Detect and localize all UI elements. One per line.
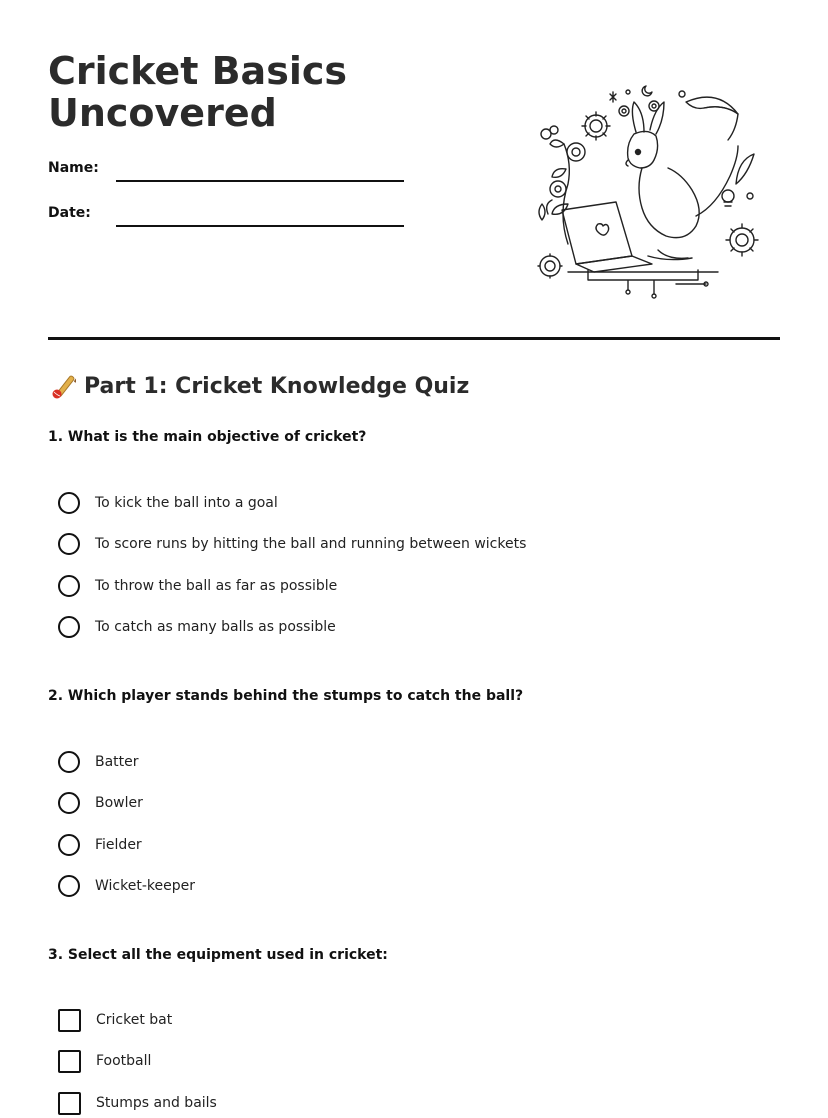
option-label: Stumps and bails [96,1095,217,1111]
date-input-line[interactable] [116,225,404,227]
question-2: 2. Which player stands behind the stumps to catch the ball? [48,688,524,704]
option-label: To score runs by hitting the ball and running between wickets [95,536,527,552]
option-label: To catch as many balls as possible [95,619,336,635]
checkbox[interactable] [58,1050,81,1073]
radio-button[interactable] [58,751,80,773]
option-label: Fielder [95,837,142,853]
kangaroo-laptop-illustration [528,74,768,304]
radio-button[interactable] [58,492,80,514]
radio-button[interactable] [58,533,80,555]
option-label: Bowler [95,795,143,811]
q2-option-2[interactable] [58,791,143,815]
option-label: Football [96,1053,152,1069]
radio-button[interactable] [58,575,80,597]
radio-button[interactable] [58,875,80,897]
radio-button[interactable] [58,792,80,814]
question-3: 3. Select all the equipment used in cricket: [48,947,388,963]
name-label: Name: [48,160,99,176]
part-1-heading-text: Part 1: Cricket Knowledge Quiz [84,373,470,399]
checkbox[interactable] [58,1092,81,1115]
option-label: Wicket-keeper [95,878,195,894]
date-label: Date: [48,205,91,221]
option-label: To throw the ball as far as possible [95,578,338,594]
gear-icon [582,112,610,140]
q1-option-2[interactable] [58,532,526,556]
q2-option-3[interactable] [58,833,142,857]
title-line-2: Uncovered [48,91,277,135]
radio-button[interactable] [58,834,80,856]
q1-option-1[interactable] [58,491,278,515]
option-label: Batter [95,754,139,770]
q2-option-4[interactable] [58,874,195,898]
option-label: To kick the ball into a goal [95,495,278,511]
question-1: 1. What is the main objective of cricket? [48,429,367,445]
radio-button[interactable] [58,616,80,638]
worksheet-title [48,50,468,134]
header-divider [48,337,780,340]
title-line-1: Cricket Basics [48,49,347,93]
q2-option-1[interactable] [58,750,139,774]
q3-option-2[interactable] [58,1049,151,1073]
part-1-heading [48,372,469,400]
option-label: Cricket bat [96,1012,173,1028]
q1-option-3[interactable] [58,574,337,598]
laptop-icon [562,202,652,272]
q1-option-4[interactable] [58,615,336,639]
cricket-bat-icon [48,372,76,400]
q3-option-1[interactable] [58,1008,172,1032]
checkbox[interactable] [58,1009,81,1032]
name-input-line[interactable] [116,180,404,182]
q3-option-3[interactable] [58,1091,217,1115]
